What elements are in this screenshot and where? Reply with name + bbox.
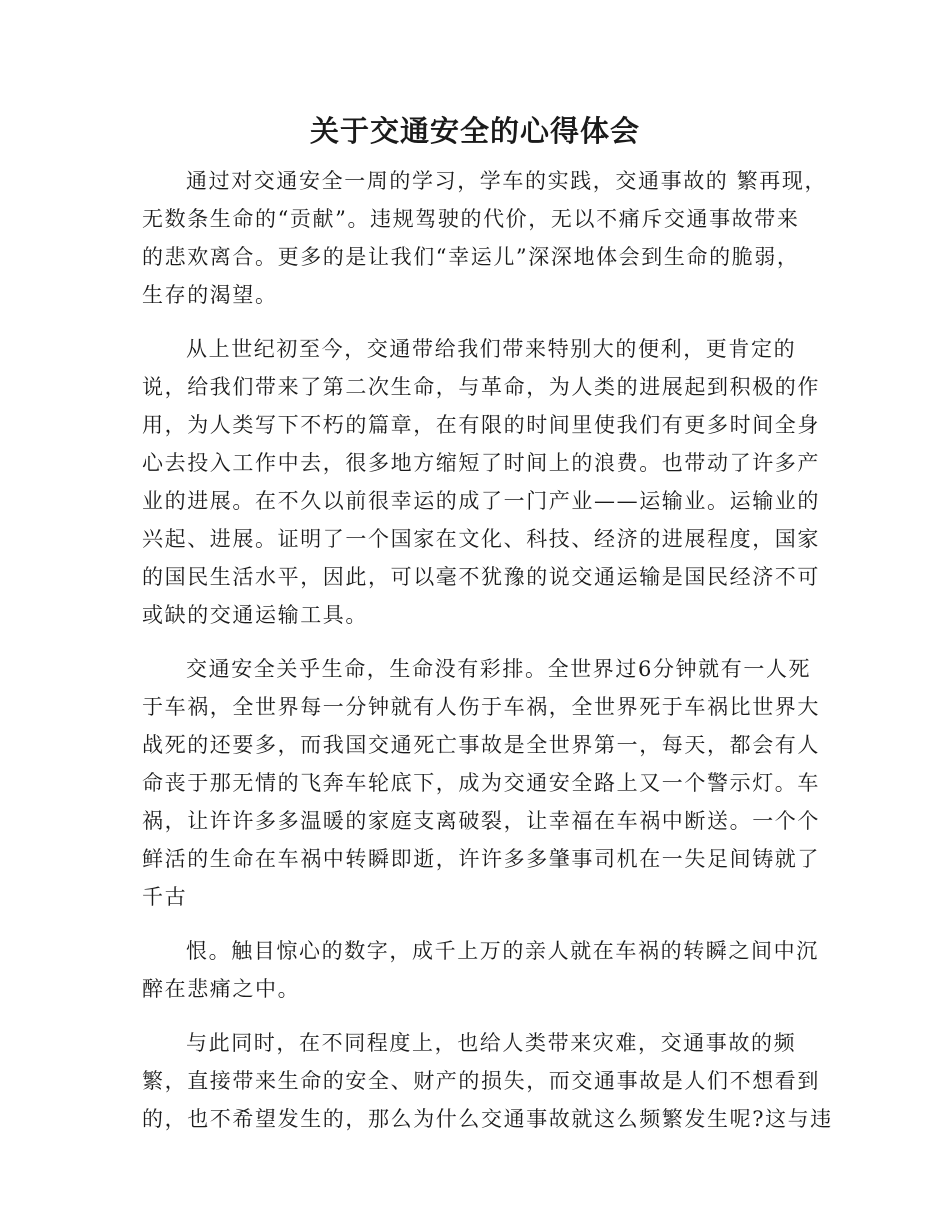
paragraph-line: 千古 [142, 885, 188, 909]
paragraph-line: 的悲欢离合。更多的是让我们“幸运儿”深深地体会到生命的脆弱， [142, 245, 800, 269]
paragraph-line: 业的进展。在不久以前很幸运的成了一门产业——运输业。运输业的 [142, 489, 820, 513]
paragraph-line: 与此同时，在不同程度上，也给人类带来灾难，交通事故的频 [186, 1031, 797, 1055]
paragraph-line: 交通安全关乎生命，生命没有彩排。全世界过6分钟就有一人死 [186, 657, 812, 681]
paragraph-line: 用，为人类写下不朽的篇章，在有限的时间里使我们有更多时间全身 [142, 413, 820, 437]
paragraph [142, 650, 820, 916]
paragraph-line: 说，给我们带来了第二次生命，与革命，为人类的进展起到积极的作 [142, 375, 820, 399]
paragraph-line: 命丧于那无情的飞奔车轮底下，成为交通安全路上又一个警示灯。车 [142, 771, 820, 795]
paragraph [142, 1024, 833, 1138]
paragraph-line: 或缺的交通运输工具。 [142, 603, 368, 627]
paragraph-line: 生存的渴望。 [142, 283, 278, 307]
paragraph [142, 932, 819, 1008]
paragraph-line: 通过对交通安全一周的学习，学车的实践，交通事故的 繁再现， [186, 169, 828, 193]
document-title: 关于交通安全的心得体会 [309, 114, 640, 148]
paragraph-line: 祸，让许许多多温暖的家庭支离破裂，让幸福在车祸中断送。一个个 [142, 809, 820, 833]
paragraph [142, 162, 828, 314]
paragraph-line: 醉在悲痛之中。 [142, 977, 301, 1001]
paragraph-line: 于车祸，全世界每一分钟就有人伤于车祸，全世界死于车祸比世界大 [142, 695, 820, 719]
paragraph-line: 无数条生命的“贡献”。违规驾驶的代价，无以不痛斥交通事故带来 [142, 207, 800, 231]
paragraph-line: 恨。触目惊心的数字，成千上万的亲人就在车祸的转瞬之间中沉 [186, 939, 819, 963]
paragraph-line: 繁，直接带来生命的安全、财产的损失，而交通事故是人们不想看到 [142, 1069, 820, 1093]
paragraph-line: 从上世纪初至今，交通带给我们带来特别大的便利，更肯定的 [186, 337, 797, 361]
paragraph-line: 鲜活的生命在车祸中转瞬即逝，许许多多肇事司机在一失足间铸就了 [142, 847, 820, 871]
paragraph-line: 心去投入工作中去，很多地方缩短了时间上的浪费。也带动了许多产 [142, 451, 820, 475]
paragraph-line: 的国民生活水平，因此，可以毫不犹豫的说交通运输是国民经济不可 [142, 565, 820, 589]
document-body [142, 162, 833, 1154]
paragraph-line: 的，也不希望发生的，那么为什么交通事故就这么频繁发生呢?这与违 [142, 1107, 833, 1131]
paragraph-line: 兴起、进展。证明了一个国家在文化、科技、经济的进展程度，国家 [142, 527, 820, 551]
paragraph [142, 330, 820, 634]
paragraph-line: 战死的还要多，而我国交通死亡事故是全世界第一，每天，都会有人 [142, 733, 820, 757]
